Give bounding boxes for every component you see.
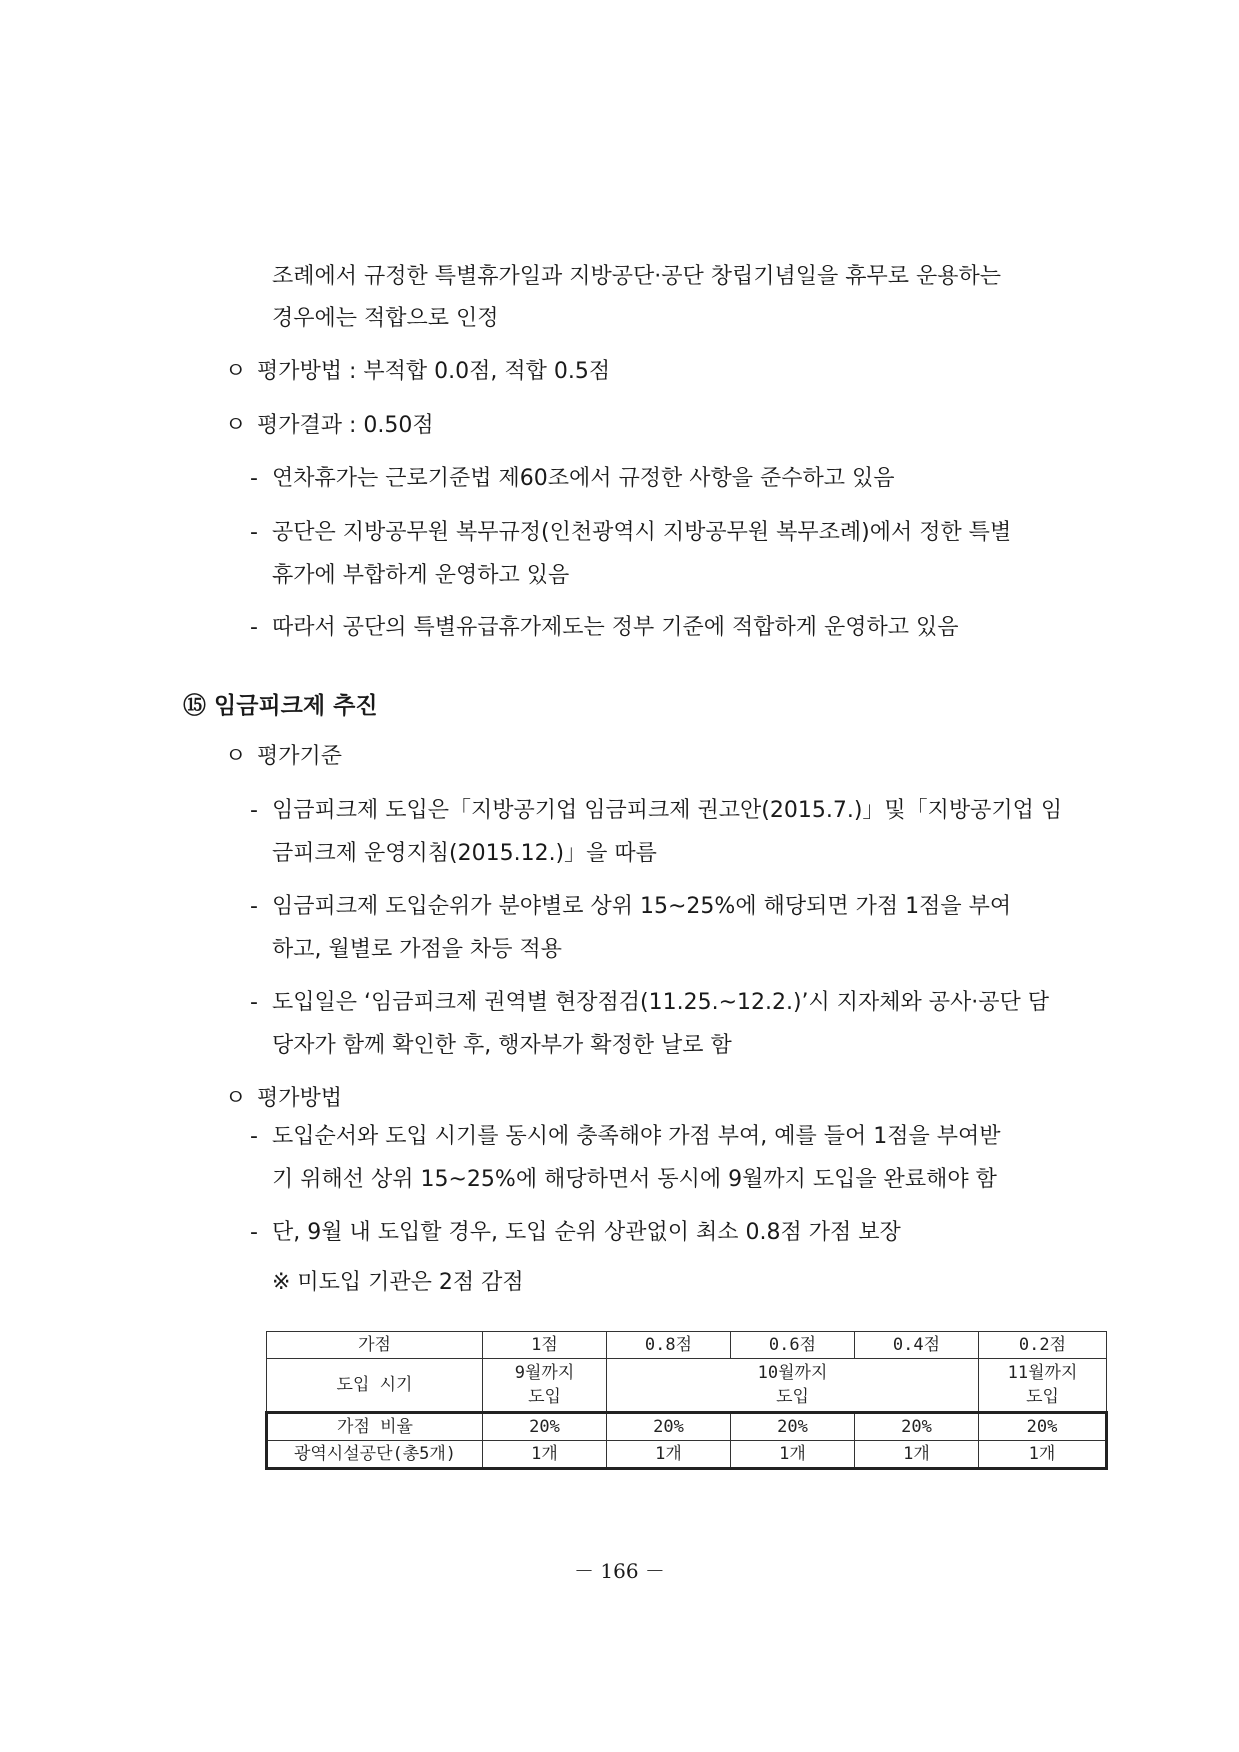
paragraph-line: 하고, 월별로 가점을 차등 적용 [272, 937, 562, 962]
table-cell: 20% [731, 1413, 855, 1441]
table-cell [979, 1359, 1107, 1413]
criteria-heading: 평가기준 [257, 744, 343, 769]
page-number: － 166 － [574, 1559, 665, 1583]
table-row [267, 1441, 1107, 1469]
table-cell: 0.2점 [979, 1332, 1107, 1359]
table-cell: 가점 [267, 1332, 483, 1359]
table-cell: 1점 [483, 1332, 607, 1359]
cell-line: 11월까지 [1007, 1363, 1078, 1383]
circle-bullet: ㅇ [225, 359, 247, 384]
section-heading: ⑮ 임금피크제 추진 [183, 693, 378, 719]
table-cell: 1개 [607, 1441, 731, 1469]
table-cell: 20% [855, 1413, 979, 1441]
table-cell: 1개 [979, 1441, 1107, 1469]
cell-line: 10월까지 [757, 1363, 828, 1383]
paragraph-line: 공단은 지방공무원 복무규정(인천광역시 지방공무원 복무조례)에서 정한 특별 [272, 520, 1012, 545]
table-cell: 1개 [483, 1441, 607, 1469]
table-row [267, 1413, 1107, 1441]
note-line: ※ 미도입 기관은 2점 감점 [272, 1270, 524, 1295]
table-cell: 20% [483, 1413, 607, 1441]
paragraph-line: 금피크제 운영지침(2015.12.)」을 따름 [272, 841, 657, 866]
table-cell: 1개 [731, 1441, 855, 1469]
dash-bullet: - [250, 520, 258, 545]
table-row [267, 1359, 1107, 1413]
cell-line: 도입 [776, 1387, 809, 1407]
table-cell: 가점 비율 [267, 1413, 483, 1441]
evaluation-method-line: 평가방법 : 부적합 0.0점, 적합 0.5점 [257, 359, 611, 384]
table-cell: 0.8점 [607, 1332, 731, 1359]
paragraph-line: 도입순서와 도입 시기를 동시에 충족해야 가점 부여, 예를 들어 1점을 부여받 [272, 1124, 1001, 1149]
table-cell [483, 1359, 607, 1413]
cell-line: 9월까지 [514, 1363, 575, 1383]
cell-line: 도입 [528, 1387, 561, 1407]
dash-bullet: - [250, 990, 258, 1015]
paragraph-line: 임금피크제 도입순위가 분야별로 상위 15~25%에 해당되면 가점 1점을 부여 [272, 894, 1012, 919]
paragraph-line: 도입일은 ‘임금피크제 권역별 현장점검(11.25.~12.2.)’시 지자체와 공사·공단 담 [272, 990, 1050, 1015]
table-cell: 광역시설공단(총5개) [267, 1441, 483, 1469]
table-cell [607, 1359, 979, 1413]
dash-bullet: - [250, 466, 258, 491]
paragraph-line: 경우에는 적합으로 인정 [272, 306, 499, 331]
table-cell: 도입 시기 [267, 1359, 483, 1413]
circle-bullet: ㅇ [225, 1086, 247, 1111]
dash-bullet: - [250, 798, 258, 823]
paragraph-line: 기 위해선 상위 15~25%에 해당하면서 동시에 9월까지 도입을 완료해야 함 [272, 1167, 997, 1192]
paragraph-line: 휴가에 부합하게 운영하고 있음 [272, 563, 570, 588]
paragraph-line: 따라서 공단의 특별유급휴가제도는 정부 기준에 적합하게 운영하고 있음 [272, 615, 959, 640]
table-row [267, 1332, 1107, 1359]
evaluation-result-line: 평가결과 : 0.50점 [257, 413, 434, 438]
score-table [265, 1331, 1108, 1470]
method-heading: 평가방법 [257, 1086, 343, 1111]
table-cell: 0.6점 [731, 1332, 855, 1359]
dash-bullet: - [250, 1124, 258, 1149]
table-cell: 20% [979, 1413, 1107, 1441]
circle-bullet: ㅇ [225, 744, 247, 769]
table-cell: 1개 [855, 1441, 979, 1469]
circle-bullet: ㅇ [225, 413, 247, 438]
paragraph-line: 단, 9월 내 도입할 경우, 도입 순위 상관없이 최소 0.8점 가점 보장 [272, 1220, 901, 1245]
paragraph-line: 당자가 함께 확인한 후, 행자부가 확정한 날로 함 [272, 1033, 732, 1058]
cell-line: 도입 [1026, 1387, 1059, 1407]
table-cell: 0.4점 [855, 1332, 979, 1359]
paragraph-line: 조례에서 규정한 특별휴가일과 지방공단·공단 창립기념일을 휴무로 운용하는 [272, 264, 1002, 289]
dash-bullet: - [250, 1220, 258, 1245]
dash-bullet: - [250, 615, 258, 640]
paragraph-line: 임금피크제 도입은「지방공기업 임금피크제 권고안(2015.7.)」및「지방공기업 임 [272, 798, 1063, 823]
dash-bullet: - [250, 894, 258, 919]
table-cell: 20% [607, 1413, 731, 1441]
paragraph-line: 연차휴가는 근로기준법 제60조에서 규정한 사항을 준수하고 있음 [272, 466, 895, 491]
